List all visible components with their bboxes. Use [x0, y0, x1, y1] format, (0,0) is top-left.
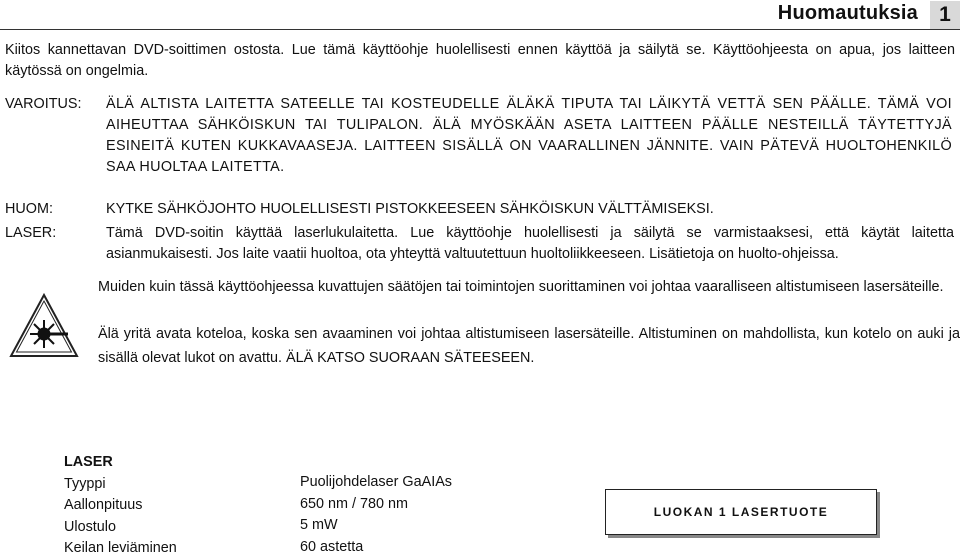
laser-spec-value: Puolijohdelaser GaAIAs — [300, 474, 452, 490]
note-label: HUOM: — [5, 201, 53, 217]
laser-spec-labels — [64, 452, 177, 560]
intro-paragraph: Kiitos kannettavan DVD-soittimen ostosta. Lue tämä käyttöohje huolellisesti ennen käyttöä ja säilytä se. Käyttöohjeesta on apua, jos laitteen käytössä on ongelmia. — [5, 42, 955, 79]
warning-label: VAROITUS: — [5, 96, 82, 112]
laser-spec-label: Keilan leviäminen — [64, 540, 177, 556]
laser-label: LASER: — [5, 225, 57, 241]
note-text: KYTKE SÄHKÖJOHTO HUOLELLISESTI PISTOKKEESEEN SÄHKÖISKUN VÄLTTÄMISEKSI. — [106, 201, 714, 217]
laser-spec-value: 5 mW — [300, 517, 338, 533]
laser-spec-label: Tyyppi — [64, 475, 106, 492]
caution-paragraph-1: Muiden kuin tässä käyttöohjeessa kuvattujen säätöjen tai toimintojen suorittaminen voi johtaa vaaralliseen altistumiseen lasersäteille. — [98, 279, 944, 295]
page-title: Huomautuksia — [777, 2, 918, 24]
laser-class-label — [605, 489, 877, 535]
laser-spec-label: Ulostulo — [64, 518, 116, 535]
page-number: 1 — [930, 1, 960, 29]
header-divider — [0, 29, 960, 30]
laser-spec-value: 60 astetta — [300, 538, 364, 555]
laser-spec-values — [300, 472, 452, 558]
laser-class-text: LUOKAN 1 LASERTUOTE — [653, 505, 829, 519]
laser-spec-title: LASER — [64, 454, 113, 470]
caution-paragraph-2: Älä yritä avata koteloa, koska sen avaaminen voi johtaa altistumiseen lasersäteille. Altistuminen on mahdollista, kun kotelo on auki ja sisällä olevat lukot on avattu. ÄLÄ KATSO SUORAAN SÄTEESEEN. — [98, 326, 960, 366]
laser-warning-icon — [8, 292, 80, 365]
laser-spec-value: 650 nm / 780 nm — [300, 495, 408, 512]
laser-text: Tämä DVD-soitin käyttää laserlukulaitetta. Lue käyttöohje huolellisesti ja säilytä se varmistaaksesi, että käytät laitetta asianmukaisesti. Jos laite vaatii huoltoa, ota yhteyttä valtuutettuun huoltoliikkeeseen. Lisätietoja on huolto-ohjeissa. — [106, 225, 954, 262]
warning-text: ÄLÄ ALTISTA LAITETTA SATEELLE TAI KOSTEUDELLE ÄLÄKÄ TIPUTA TAI LÄIKYTÄ VETTÄ SEN PÄÄLLE. TÄMÄ VOI AIHEUTTAA SÄHKÖISKUN TAI TULIPALON. ÄLÄ MYÖSKÄÄN ASETA LAITTEEN PÄÄLLE NESTEILLÄ TÄYTETTYJÄ ESINEITÄ KUTEN KUKKAVAASEJA. LAITTEEN SISÄLLÄ ON VAARALLINEN JÄNNITE. VAIN PÄTEVÄ HUOLTOHENKILÖ SAA HUOLTAA LAITETTA. — [106, 96, 952, 175]
laser-spec-label: Aallonpituus — [64, 497, 143, 513]
